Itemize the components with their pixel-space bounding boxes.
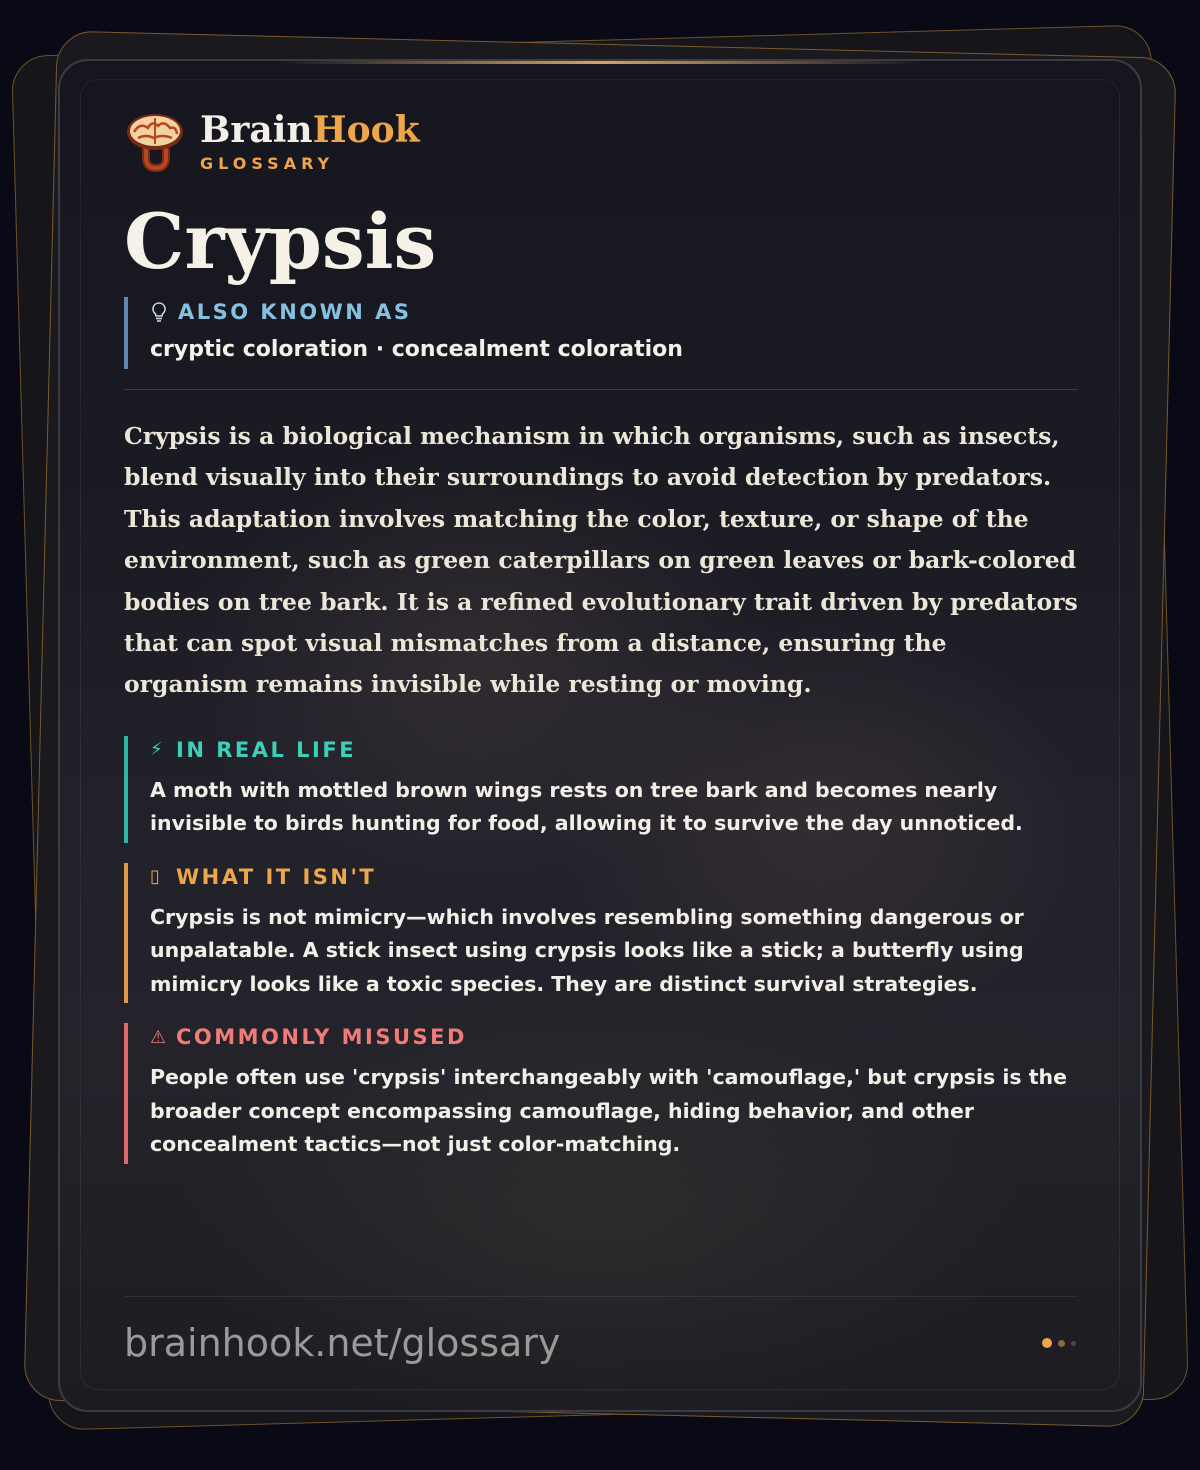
footer-divider xyxy=(124,1296,1078,1297)
brand-name xyxy=(200,110,420,150)
footer-url[interactable]: brainhook.net/glossary xyxy=(124,1321,561,1365)
warning-icon: ⚠ xyxy=(150,1026,167,1048)
definition-text: Crypsis is a biological mechanism in which organisms, such as insects, blend visually into their surroundings to avoid detection by predators. This adaptation involves matching the color, texture, or shape of the environment, such as green caterpillars on green leaves or bark-colored bodies on tree bark. It is a refined evolutionary trait driven by predators that can spot visual mismatches from a distance, ensuring the organism remains invisible while resting or moving. xyxy=(124,422,1078,699)
note-text: People often use 'crypsis' interchangeably with 'camouflage,' but crypsis is the broader concept encompassing camouflage, hiding behavior, and other concealment tactics—not just color-matching. xyxy=(150,1065,1068,1157)
note-what-it-isnt xyxy=(124,863,1078,1004)
note-text: Crypsis is not mimicry—which involves resembling something dangerous or unpalatable. A stick insect using crypsis looks like a stick; a butterfly using mimicry looks like a toxic species. They are distinct survival strategies. xyxy=(150,904,1024,996)
term-title: Crypsis xyxy=(124,197,437,286)
page-dot xyxy=(1058,1340,1065,1347)
lightbulb-icon xyxy=(150,301,168,323)
note-text: A moth with mottled brown wings rests on tree bark and becomes nearly invisible to birds hunting for food, allowing it to survive the day unnoticed. xyxy=(150,777,1023,836)
note-header xyxy=(150,736,1078,764)
brand-subtitle: GLOSSARY xyxy=(200,153,335,173)
brain-hook-icon xyxy=(124,110,186,172)
also-known-as-value: cryptic coloration · concealment coloration xyxy=(150,337,683,362)
page-dot-active xyxy=(1042,1338,1052,1348)
also-known-as-header xyxy=(150,297,1078,327)
divider xyxy=(124,389,1078,390)
page-dot xyxy=(1071,1341,1076,1346)
card-top-glow xyxy=(280,61,920,64)
also-known-as xyxy=(124,297,1078,369)
brand-header xyxy=(124,107,1078,175)
note-label: IN REAL LIFE xyxy=(176,737,357,762)
brand-name-brain: Brain xyxy=(200,108,313,151)
note-header xyxy=(150,1023,1078,1051)
note-in-real-life xyxy=(124,736,1078,843)
brand-name-hook: Hook xyxy=(312,108,420,151)
also-known-as-label: ALSO KNOWN AS xyxy=(178,300,412,324)
note-header xyxy=(150,863,1078,891)
note-label: WHAT IT ISN'T xyxy=(176,864,377,889)
lightning-icon: ⚡ xyxy=(150,739,163,761)
glossary-card xyxy=(58,59,1142,1412)
brand-text xyxy=(200,110,420,173)
page-dots xyxy=(1036,1338,1076,1348)
note-commonly-misused xyxy=(124,1023,1078,1164)
note-label: COMMONLY MISUSED xyxy=(176,1025,467,1050)
card-content xyxy=(124,107,1078,1164)
missing-glyph-icon: ▯ xyxy=(150,866,160,888)
